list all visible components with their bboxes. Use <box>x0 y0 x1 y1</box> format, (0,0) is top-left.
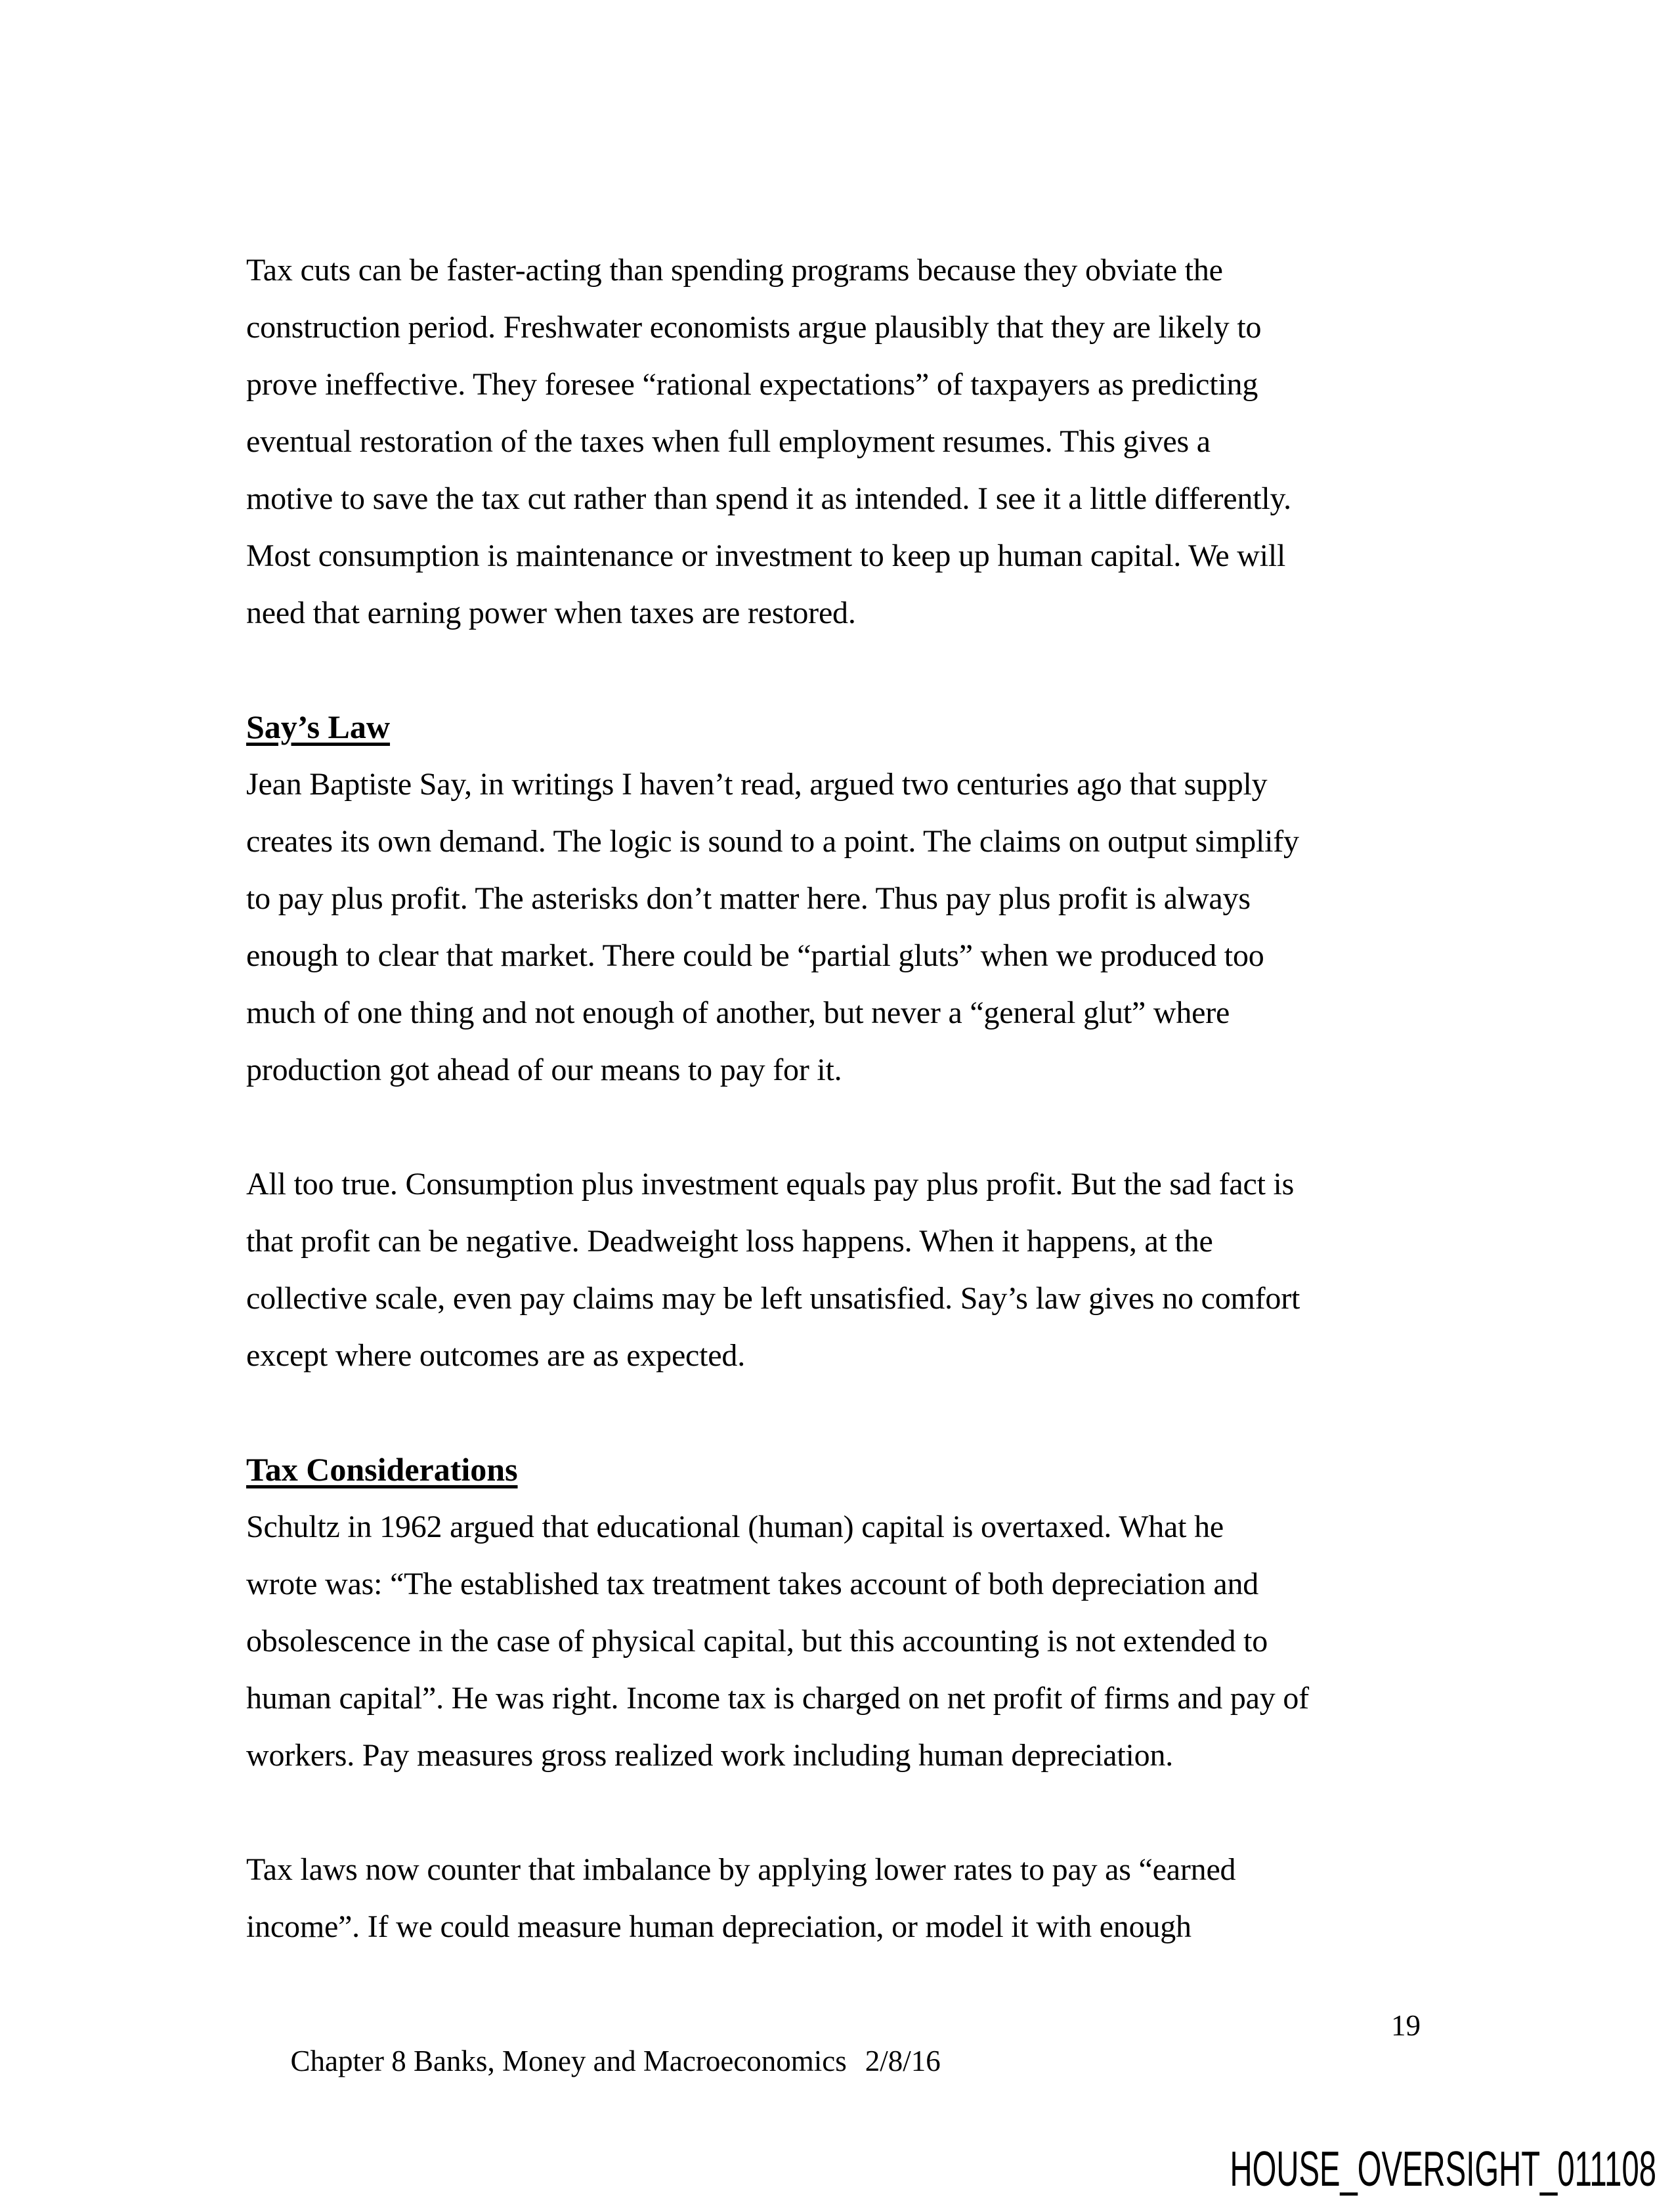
text-line: prove ineffective. They foresee “rational expectations” of taxpayers as predicting <box>246 367 1258 402</box>
text-line: income”. If we could measure human depreciation, or model it with enough <box>246 1909 1191 1944</box>
text-line: collective scale, even pay claims may be left unsatisfied. Say’s law gives no comfort <box>246 1281 1300 1316</box>
text-line: Schultz in 1962 argued that educational (human) capital is overtaxed. What he <box>246 1509 1224 1544</box>
text-line: except where outcomes are as expected. <box>246 1338 746 1373</box>
section-heading-says-law: Say’s Law <box>246 708 391 745</box>
footer-date: 2/8/16 <box>865 2045 941 2077</box>
text-line: need that earning power when taxes are restored. <box>246 596 856 630</box>
text-line: obsolescence in the case of physical capital, but this accounting is not extended to <box>246 1624 1268 1659</box>
page-footer <box>246 2008 1421 2114</box>
text-line: eventual restoration of the taxes when full employment resumes. This gives a <box>246 424 1211 459</box>
text-line: much of one thing and not enough of another, but never a “general glut” where <box>246 995 1230 1030</box>
text-line: All too true. Consumption plus investment equals pay plus profit. But the sad fact is <box>246 1167 1295 1202</box>
text-line: enough to clear that market. There could be “partial gluts” when we produced too <box>246 938 1264 973</box>
paragraph-all-too-true <box>246 1156 1438 1384</box>
text-line: Jean Baptiste Say, in writings I haven’t read, argued two centuries ago that supply <box>246 767 1268 802</box>
page-number: 19 <box>1391 2009 1421 2042</box>
text-line: Tax cuts can be faster-acting than spending programs because they obviate the <box>246 253 1223 288</box>
section-heading-tax-considerations: Tax Considerations <box>246 1451 518 1488</box>
text-line: construction period. Freshwater economists argue plausibly that they are likely to <box>246 310 1262 345</box>
text-line: production got ahead of our means to pay for it. <box>246 1052 842 1087</box>
text-line: motive to save the tax cut rather than spend it as intended. I see it a little differently. <box>246 481 1291 516</box>
text-line: wrote was: “The established tax treatment takes account of both depreciation and <box>246 1567 1259 1601</box>
text-line: creates its own demand. The logic is sound to a point. The claims on output simplify <box>246 824 1299 859</box>
text-line: to pay plus profit. The asterisks don’t matter here. Thus pay plus profit is always <box>246 881 1251 916</box>
text-line: human capital”. He was right. Income tax is charged on net profit of firms and pay of <box>246 1681 1309 1716</box>
document-body <box>246 242 1438 1955</box>
text-line: that profit can be negative. Deadweight loss happens. When it happens, at the <box>246 1224 1213 1259</box>
bates-stamp: HOUSE_OVERSIGHT_011108 <box>1230 2141 1656 2196</box>
paragraph-tax-laws <box>246 1841 1438 1955</box>
text-line: Most consumption is maintenance or investment to keep up human capital. We will <box>246 538 1286 573</box>
paragraph-tax-cuts <box>246 242 1438 641</box>
paragraph-says-law <box>246 756 1438 1098</box>
text-line: Tax laws now counter that imbalance by applying lower rates to pay as “earned <box>246 1852 1236 1887</box>
footer-chapter-info <box>246 2008 941 2114</box>
paragraph-schultz <box>246 1498 1438 1784</box>
text-line: workers. Pay measures gross realized work including human depreciation. <box>246 1738 1174 1773</box>
footer-chapter-title: Chapter 8 Banks, Money and Macroeconomics <box>290 2045 847 2077</box>
